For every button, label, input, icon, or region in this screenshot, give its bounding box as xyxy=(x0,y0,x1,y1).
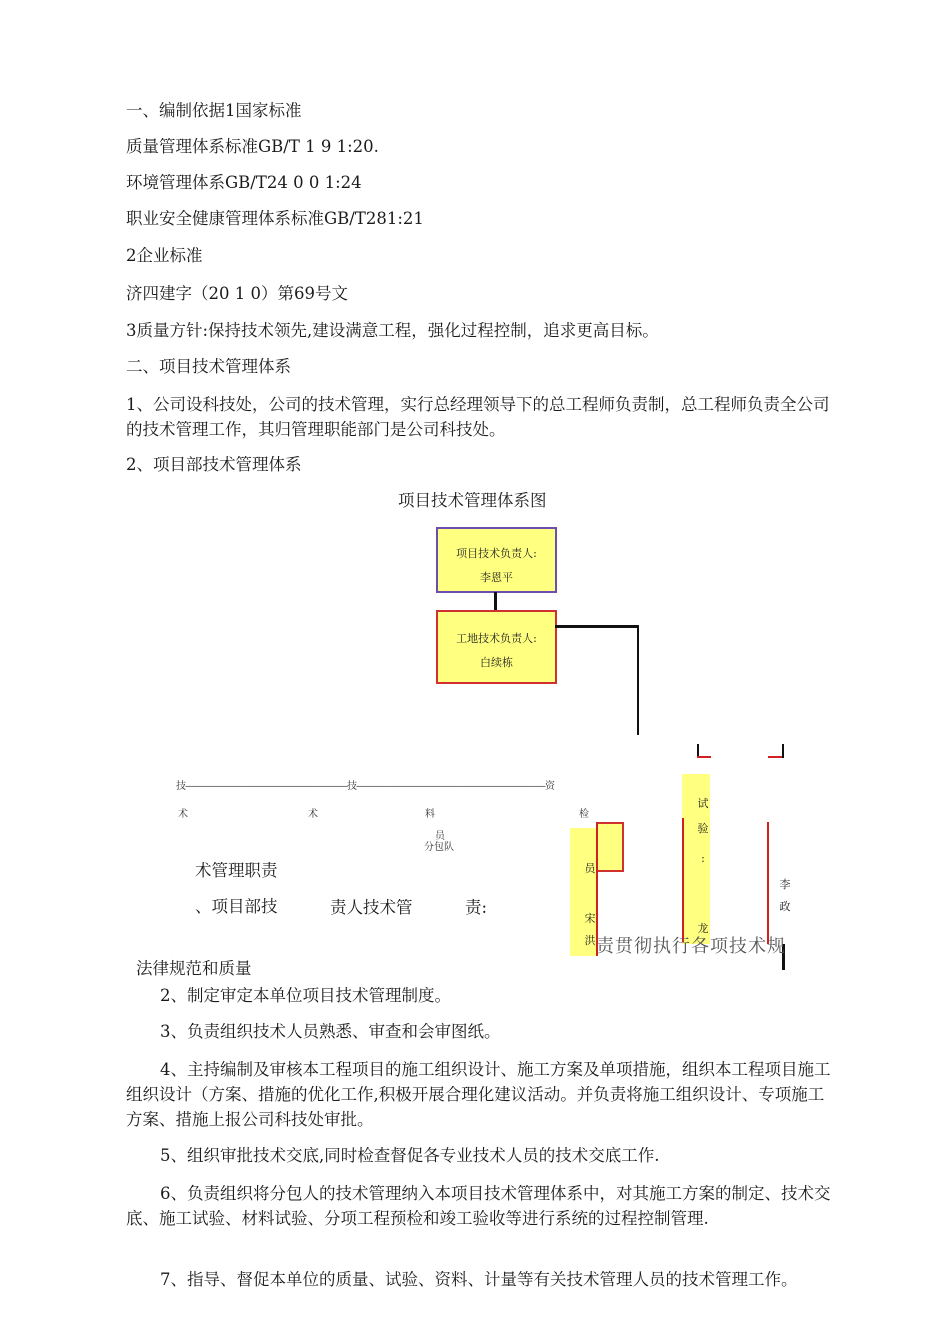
subcontract-team-label: 分包队 xyxy=(424,842,454,853)
duty-item-7: 7、指导、督促本单位的质量、试验、资料、计量等有关技术管理人员的技术管理工作。 xyxy=(160,1270,798,1289)
inspector-char-2: 宋 xyxy=(584,912,596,925)
fragment-duties: 术管理职责 xyxy=(195,861,278,880)
tech-row-char-3: 料 xyxy=(425,809,435,820)
fragment-implement: 责贯彻执行各项技术规 xyxy=(596,936,786,957)
quality-policy: 3质量方针:保持技术领先,建设满意工程，强化过程控制，追求更高目标。 xyxy=(126,321,659,340)
tech-row-connector: 技——————————————————技—————————————————————资 xyxy=(176,781,554,792)
tech-row-char-2: 术 xyxy=(308,809,318,820)
test-char-2: 验 xyxy=(697,822,709,835)
standard-line-safety: 职业安全健康管理体系标准GB/T281:21 xyxy=(126,209,424,228)
section2-heading: 二、项目技术管理体系 xyxy=(126,357,291,376)
fragment-leader-mgmt: 责人技术管 xyxy=(330,898,413,917)
measure-char-1: 李 xyxy=(779,878,791,891)
test-char-4: 龙 xyxy=(697,922,709,935)
duty-item-3: 3、负责组织技术人员熟悉、审查和会审图纸。 xyxy=(160,1022,501,1041)
test-red-line xyxy=(682,818,684,942)
tech-row-char-1: 术 xyxy=(178,809,188,820)
diagram-title: 项目技术管理体系图 xyxy=(398,491,547,510)
site-tech-leader-title: 工地技术负责人: xyxy=(456,632,537,645)
fragment-laws: 法律规范和质量 xyxy=(136,959,252,978)
tick-mark-right-red xyxy=(768,756,782,758)
connector-line-vertical-1 xyxy=(494,592,497,611)
test-char-3: : xyxy=(701,852,705,865)
site-tech-leader-box xyxy=(436,610,557,684)
tech-row-char-4: 检 xyxy=(579,809,589,820)
test-char-1: 试 xyxy=(697,797,709,810)
inspector-char-3: 洪 xyxy=(584,934,596,947)
section1-heading: 一、编制依据1国家标准 xyxy=(126,101,302,120)
company-tech-paragraph: 1、公司设科技处，公司的技术管理，实行总经理领导下的总工程师负责制，总工程师负责全公司的技术管理工作，其归管理职能部门是公司科技处。 xyxy=(126,395,830,439)
tick-mark-left-red xyxy=(697,756,711,758)
connector-line-horizontal xyxy=(555,625,639,628)
duty-item-6: 6、负责组织将分包人的技术管理纳入本项目技术管理体系中，对其施工方案的制定、技术交底、施工试验、材料试验、分项工程预检和竣工验收等进行系统的过程控制管理. xyxy=(126,1184,831,1228)
inspector-char-1: 员 xyxy=(584,862,596,875)
standard-line-environment: 环境管理体系GB/T24 0 0 1:24 xyxy=(126,173,362,192)
project-tech-system-heading: 2、项目部技术管理体系 xyxy=(126,455,302,474)
material-member-char: 员 xyxy=(435,831,445,842)
connector-line-vertical-2 xyxy=(637,625,639,735)
project-tech-leader-title: 项目技术负责人: xyxy=(456,547,537,560)
enterprise-standard-heading: 2企业标准 xyxy=(126,246,203,265)
measure-red-line xyxy=(767,822,769,944)
duty-item-2: 2、制定审定本单位项目技术管理制度。 xyxy=(160,986,451,1005)
project-tech-leader-box xyxy=(436,527,557,593)
standard-line-quality: 质量管理体系标准GB/T 1 9 1:20. xyxy=(126,137,379,156)
project-tech-leader-name: 李恩平 xyxy=(480,571,513,584)
enterprise-standard-doc: 济四建字（20 1 0）第69号文 xyxy=(126,284,348,303)
fragment-colon: 责: xyxy=(465,898,488,917)
measure-char-2: 政 xyxy=(779,900,791,913)
inspector-box-red xyxy=(596,822,624,872)
site-tech-leader-name: 白续栋 xyxy=(480,656,513,669)
duty-item-4: 4、主持编制及审核本工程项目的施工组织设计、施工方案及单项措施，组织本工程项目施工组织设计（方案、措施的优化工作,积极开展合理化建议活动。并负责将施工组织设计、专项施工方案、措施上报公司科技处审批。 xyxy=(126,1060,831,1129)
fragment-project-dept: 、项目部技 xyxy=(195,897,278,916)
duty-item-5: 5、组织审批技术交底,同时检查督促各专业技术人员的技术交底工作. xyxy=(160,1146,660,1165)
tick-mark-right xyxy=(782,744,784,758)
